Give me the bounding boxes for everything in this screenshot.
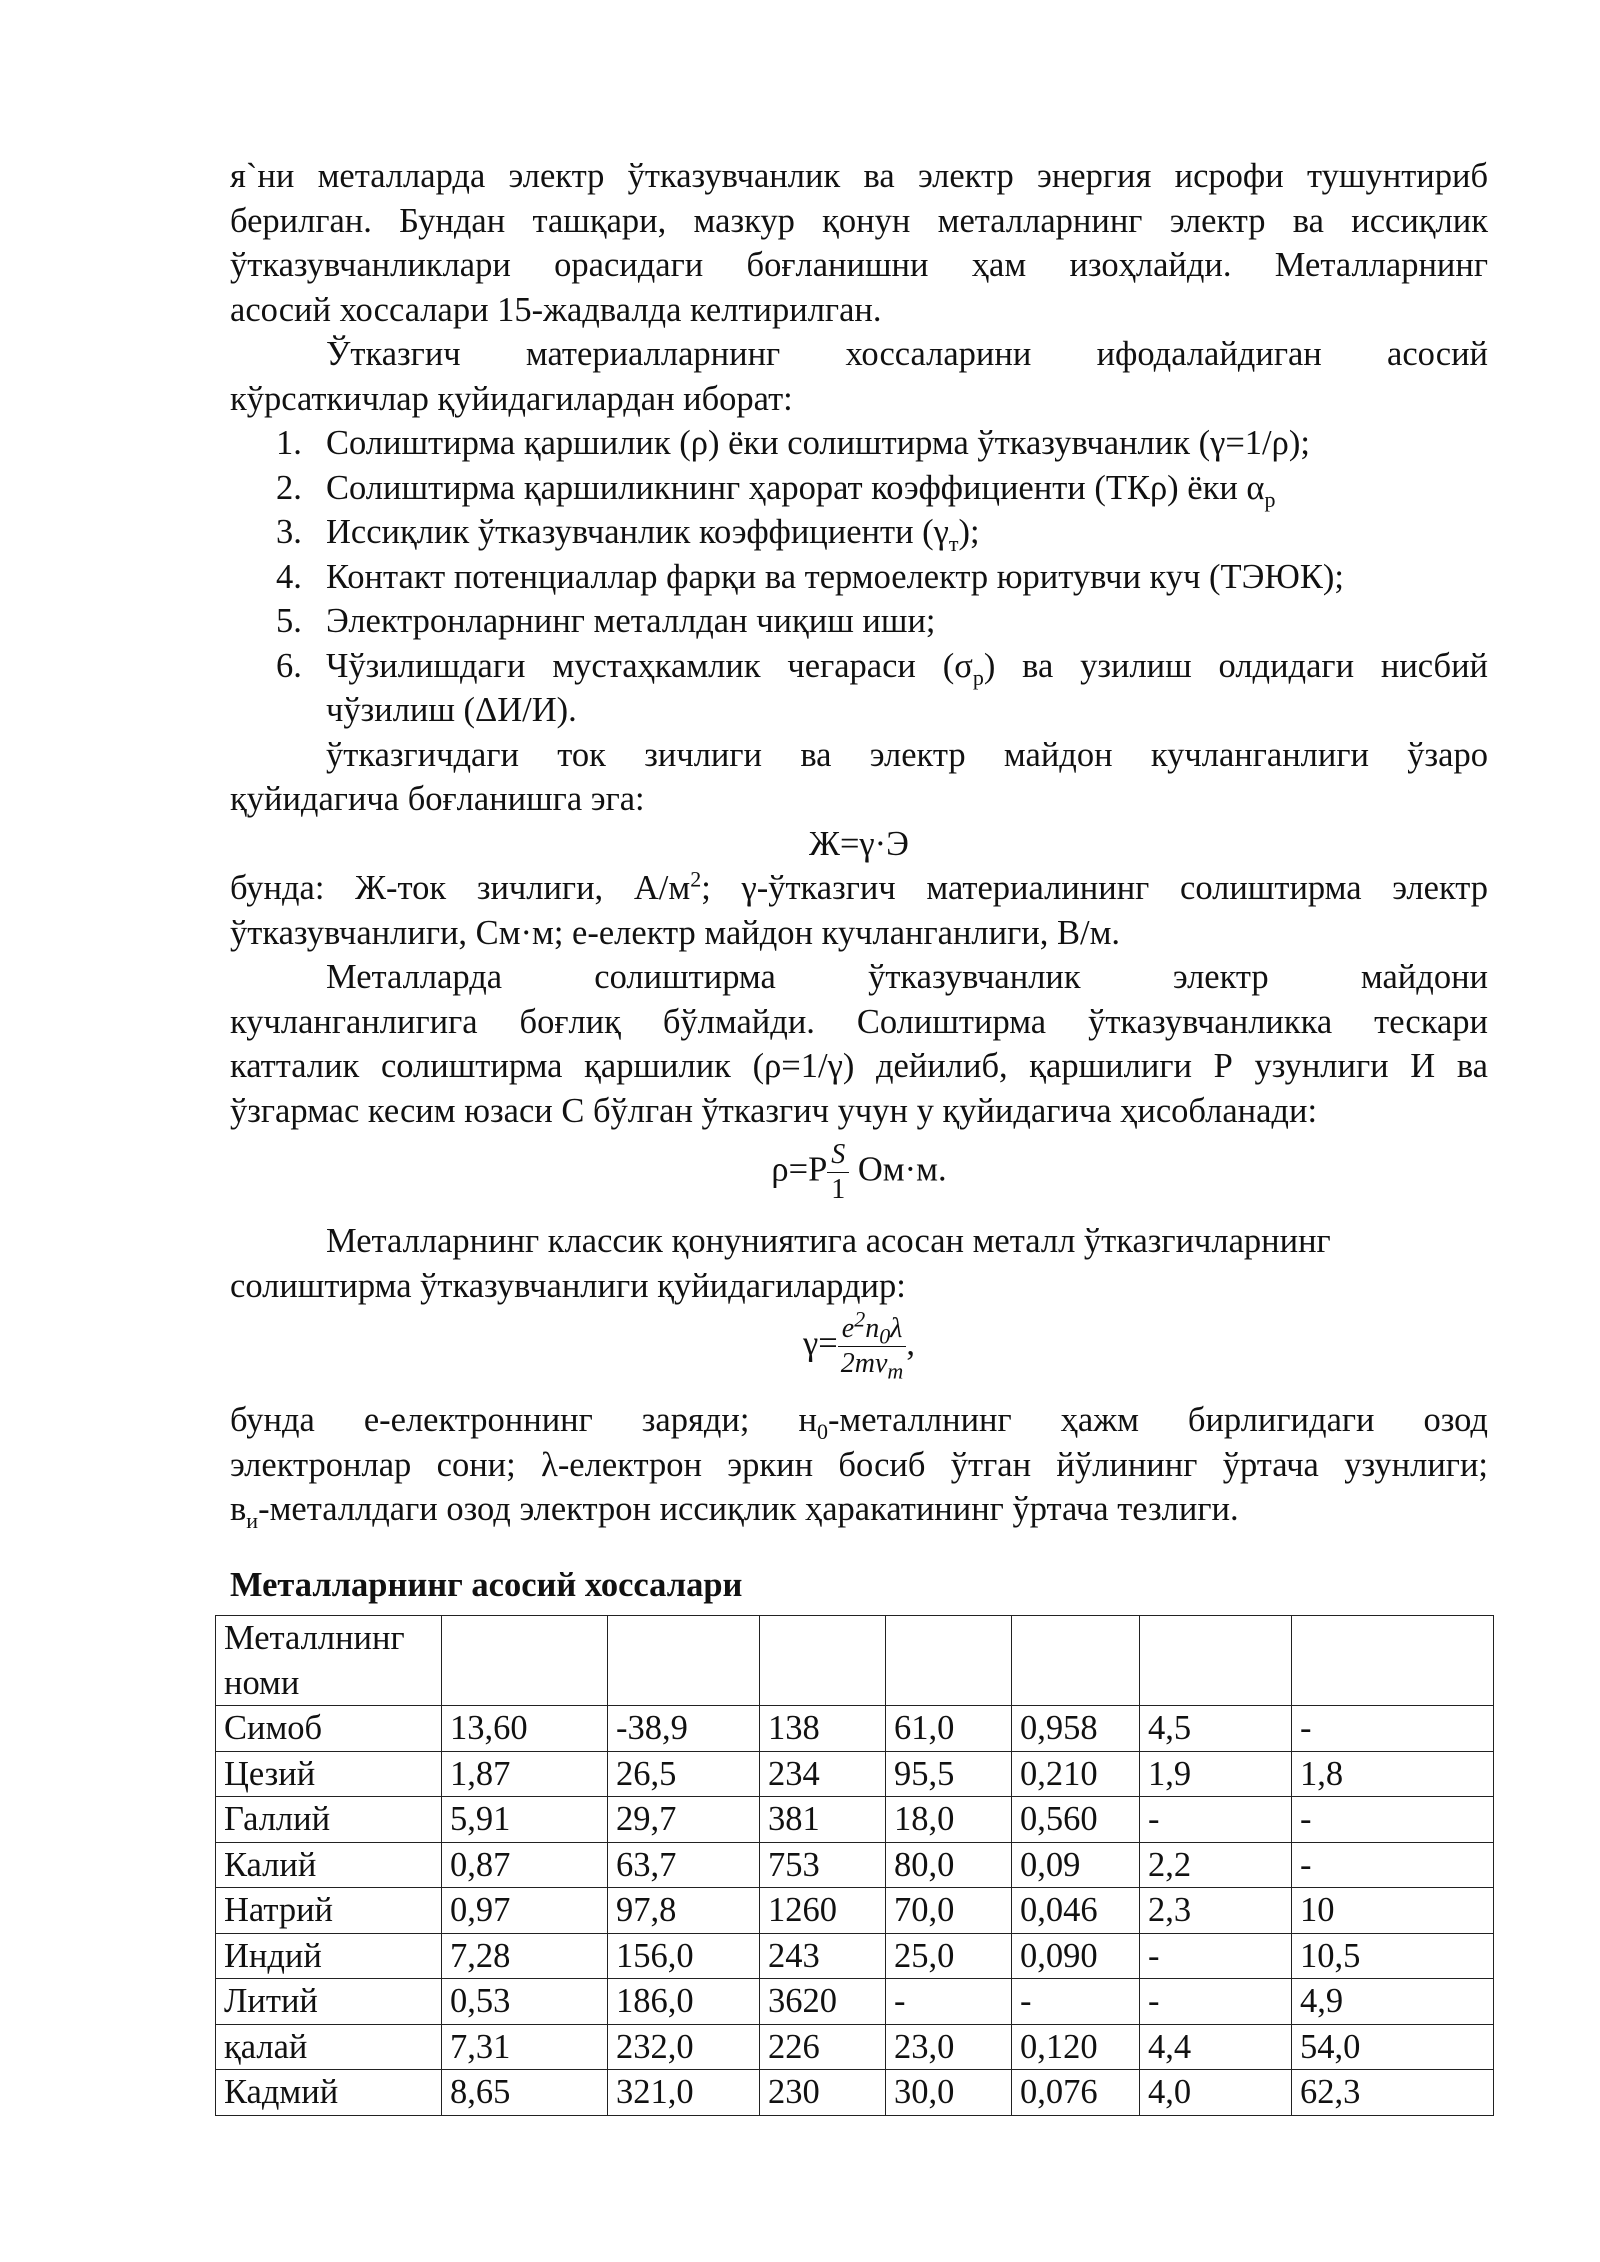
table-cell: 62,3 [1292, 2070, 1494, 2116]
list-item [276, 421, 1310, 466]
table-cell: 1,8 [1292, 1751, 1494, 1797]
formula-resistivity [230, 1138, 1488, 1207]
table-cell: 234 [760, 1751, 886, 1797]
table-row [216, 1842, 1494, 1888]
subscript: 0 [879, 1323, 891, 1349]
list-number: 3. [276, 513, 302, 551]
text-span: -металлнинг ҳажм бирлигидаги озод [827, 1401, 1488, 1439]
formula-fraction [838, 1306, 907, 1384]
subscript: и [246, 1507, 259, 1533]
table-header-cell [1140, 1616, 1292, 1706]
superscript: 2 [854, 1306, 866, 1332]
table-cell: 5,91 [442, 1797, 608, 1843]
table-cell: 0,87 [442, 1842, 608, 1888]
table-cell: 10,5 [1292, 1933, 1494, 1979]
formula-part: γ= [803, 1324, 838, 1363]
text-line: Ўтказгич материалларнинг хоссаларини ифодалайдиган асосий [326, 335, 1488, 373]
table-row [216, 1933, 1494, 1979]
table-cell: 13,60 [442, 1706, 608, 1752]
fraction-numerator: S [827, 1138, 849, 1173]
list-text: Солиштирма қаршиликнинг ҳарорат коэффициенти (ТКρ) ёки α [326, 468, 1265, 507]
table-cell: 25,0 [886, 1933, 1012, 1979]
list-item [276, 466, 1276, 511]
table-cell: 1,87 [442, 1751, 608, 1797]
table-cell: 18,0 [886, 1797, 1012, 1843]
list-text: Чўзилишдаги мустаҳкамлик чегараси (σ [326, 646, 973, 685]
table-cell: 30,0 [886, 2070, 1012, 2116]
list-subscript: р [972, 664, 984, 690]
table-cell: 95,5 [886, 1751, 1012, 1797]
table-cell: 0,09 [1012, 1842, 1140, 1888]
fraction-numerator [838, 1306, 907, 1349]
table-header-cell [608, 1616, 760, 1706]
table-cell: 10 [1292, 1888, 1494, 1934]
text-line: Металларда солиштирма ўтказувчанлик электр майдони [326, 958, 1488, 996]
metal-name-cell: қалай [216, 2024, 442, 2070]
fraction-denominator: 1 [831, 1174, 846, 1205]
metal-name-cell: Натрий [216, 1888, 442, 1934]
table-cell: - [1140, 1933, 1292, 1979]
table-cell: 80,0 [886, 1842, 1012, 1888]
subscript: m [887, 1358, 904, 1384]
formula-conductivity [230, 1306, 1488, 1384]
table-row [216, 1751, 1494, 1797]
list-number: 5. [276, 602, 302, 640]
table-cell: - [886, 1979, 1012, 2025]
text-line: Металларнинг классик қонуниятига асосан металл ўтказгичларнинг [326, 1222, 1331, 1260]
table-header-cell: Металлнинг номи [216, 1616, 442, 1706]
table-row [216, 1979, 1494, 2025]
list-number: 1. [276, 424, 302, 462]
list-item [276, 644, 1488, 733]
text-line: берилган. Бундан ташқари, мазкур қонун металларнинг электр ва иссиқлик [230, 201, 1488, 240]
metal-name-cell: Симоб [216, 1706, 442, 1752]
table-cell: 321,0 [608, 2070, 760, 2116]
text-span: в [230, 1490, 247, 1528]
table-cell: 4,0 [1140, 2070, 1292, 2116]
text-line [230, 866, 1488, 911]
table-cell: 0,97 [442, 1888, 608, 1934]
table-cell: 1,9 [1140, 1751, 1292, 1797]
superscript: 2 [690, 866, 702, 892]
list-text: Солиштирма қаршилик (ρ) ёки солиштирма ўтказувчанлик (γ=1/ρ); [326, 424, 1310, 462]
table-cell: -38,9 [608, 1706, 760, 1752]
table-row [216, 1797, 1494, 1843]
table-header-cell [1012, 1616, 1140, 1706]
table-cell: - [1292, 1797, 1494, 1843]
list-number: 6. [276, 646, 302, 685]
table-cell: - [1140, 1797, 1292, 1843]
table-cell: 753 [760, 1842, 886, 1888]
table-cell: 0,120 [1012, 2024, 1140, 2070]
table-cell: 230 [760, 2070, 886, 2116]
symbol: e [841, 1313, 855, 1344]
table-cell: 4,9 [1292, 1979, 1494, 2025]
metal-name-cell: Цезий [216, 1751, 442, 1797]
symbol: 2mv [840, 1348, 888, 1379]
table-cell: 7,28 [442, 1933, 608, 1979]
table-cell: 8,65 [442, 2070, 608, 2116]
list-subscript: т [948, 530, 959, 556]
table-cell: 1260 [760, 1888, 886, 1934]
text-line: асосий хоссалари 15-жадвалда келтирилган. [230, 290, 882, 329]
table-cell: - [1292, 1842, 1494, 1888]
table-cell: 70,0 [886, 1888, 1012, 1934]
text-line [230, 1398, 1488, 1443]
text-span: -металлдаги озод электрон иссиқлик ҳаракатининг ўртача тезлиги. [258, 1490, 1239, 1528]
table-row [216, 1706, 1494, 1752]
table-cell: 2,3 [1140, 1888, 1292, 1934]
table-cell: 186,0 [608, 1979, 760, 2025]
text-line: я`ни металларда электр ўтказувчанлик ва электр энергия исрофи тушунтириб [230, 157, 1488, 195]
table-cell: 0,958 [1012, 1706, 1140, 1752]
table-cell: 0,560 [1012, 1797, 1140, 1843]
table-cell: 61,0 [886, 1706, 1012, 1752]
table-cell: - [1012, 1979, 1140, 2025]
formula-fraction [827, 1138, 849, 1207]
table-cell: - [1140, 1979, 1292, 2025]
subscript: 0 [816, 1418, 828, 1444]
list-number: 2. [276, 468, 302, 507]
table-header-cell [442, 1616, 608, 1706]
list-text: Электронларнинг металлдан чиқиш иши; [326, 602, 936, 640]
text-span: ; γ-ўтказгич материалининг солиштирма электр [701, 869, 1488, 907]
list-item [276, 599, 936, 644]
formula-part: ρ=Р [771, 1150, 828, 1189]
table-cell: 4,5 [1140, 1706, 1292, 1752]
table-header-cell [886, 1616, 1012, 1706]
metal-name-cell: Калий [216, 1842, 442, 1888]
table-header-cell [760, 1616, 886, 1706]
formula-current-density: Ж=γ·Э [809, 824, 909, 863]
text-line: кўрсаткичлар қуйидагилардан иборат: [230, 379, 793, 418]
list-text-after: ); [958, 513, 980, 551]
table-cell: - [1292, 1706, 1494, 1752]
table-title: Металларнинг асосий хоссалари [230, 1566, 743, 1604]
table-row [216, 1888, 1494, 1934]
text-line: солиштирма ўтказувчанлиги қуйидагилардир: [230, 1266, 906, 1305]
metal-name-cell: Галлий [216, 1797, 442, 1843]
table-header-cell [1292, 1616, 1494, 1706]
list-item [276, 555, 1344, 600]
list-subscript: р [1264, 486, 1276, 512]
metal-name-cell: Кадмий [216, 2070, 442, 2116]
formula-part: Ом·м. [849, 1150, 947, 1189]
table-cell: 7,31 [442, 2024, 608, 2070]
table-row [216, 2070, 1494, 2116]
table-cell: 2,2 [1140, 1842, 1292, 1888]
text-line: ўзгармас кесим юзаси С бўлган ўтказгич учун у қуйидагича ҳисобланади: [230, 1091, 1318, 1130]
symbol: λ [890, 1313, 903, 1344]
table-cell: 54,0 [1292, 2024, 1494, 2070]
table-cell: 97,8 [608, 1888, 760, 1934]
text-line: ўтказувчанликлари орасидаги боғланишни ҳам изоҳлайди. Металларнинг [230, 246, 1488, 284]
text-span: бунда: Ж-ток зичлиги, А/м [230, 869, 691, 907]
list-text: ) ва узилиш олдидаги нисбий [983, 646, 1488, 685]
table-header-row [216, 1616, 1494, 1706]
list-text: Иссиқлик ўтказувчанлик коэффициенти (γ [326, 513, 949, 551]
table-cell: 4,4 [1140, 2024, 1292, 2070]
table-cell: 0,53 [442, 1979, 608, 2025]
table-cell: 0,046 [1012, 1888, 1140, 1934]
table-cell: 0,090 [1012, 1933, 1140, 1979]
table-cell: 63,7 [608, 1842, 760, 1888]
list-text: Контакт потенциаллар фарқи ва термоелектр юритувчи куч (ТЭЮК); [326, 557, 1344, 596]
table-cell: 0,076 [1012, 2070, 1140, 2116]
list-item [276, 510, 980, 555]
table-body [216, 1616, 1494, 2116]
table-cell: 381 [760, 1797, 886, 1843]
metal-name-cell: Индий [216, 1933, 442, 1979]
text-line: катталик солиштирма қаршилик (ρ=1/γ) дейилиб, қаршилиги Р узунлиги И ва [230, 1047, 1488, 1085]
table-cell: 29,7 [608, 1797, 760, 1843]
symbol: n [865, 1313, 880, 1344]
list-text-line [326, 644, 1488, 689]
text-line: электронлар сони; λ-електрон эркин босиб ўтган йўлининг ўртача узунлиги; [230, 1445, 1488, 1484]
table-cell: 138 [760, 1706, 886, 1752]
metal-name-cell: Литий [216, 1979, 442, 2025]
list-text-line: чўзилиш (ΔИ/И). [326, 691, 577, 729]
formula-part: , [906, 1324, 915, 1363]
table-cell: 3620 [760, 1979, 886, 2025]
list-number: 4. [276, 557, 302, 596]
table-cell: 243 [760, 1933, 886, 1979]
table-row [216, 2024, 1494, 2070]
metals-table [215, 1615, 1494, 2116]
table-cell: 156,0 [608, 1933, 760, 1979]
table-cell: 0,210 [1012, 1751, 1140, 1797]
text-line [230, 1487, 1488, 1532]
text-line: ўтказгичдаги ток зичлиги ва электр майдон кучланганлиги ўзаро [326, 735, 1488, 774]
text-span: бунда е-електроннинг заряди; н [230, 1401, 817, 1439]
table-cell: 226 [760, 2024, 886, 2070]
table-cell: 232,0 [608, 2024, 760, 2070]
text-line: кучланганлигига боғлиқ бўлмайди. Солиштирма ўтказувчанликка тескари [230, 1002, 1488, 1041]
text-line: қуйидагича боғланишга эга: [230, 780, 645, 818]
text-line: ўтказувчанлиги, См·м; е-електр майдон кучланганлиги, В/м. [230, 913, 1121, 952]
table-cell: 23,0 [886, 2024, 1012, 2070]
table-cell: 26,5 [608, 1751, 760, 1797]
fraction-denominator [838, 1347, 907, 1384]
